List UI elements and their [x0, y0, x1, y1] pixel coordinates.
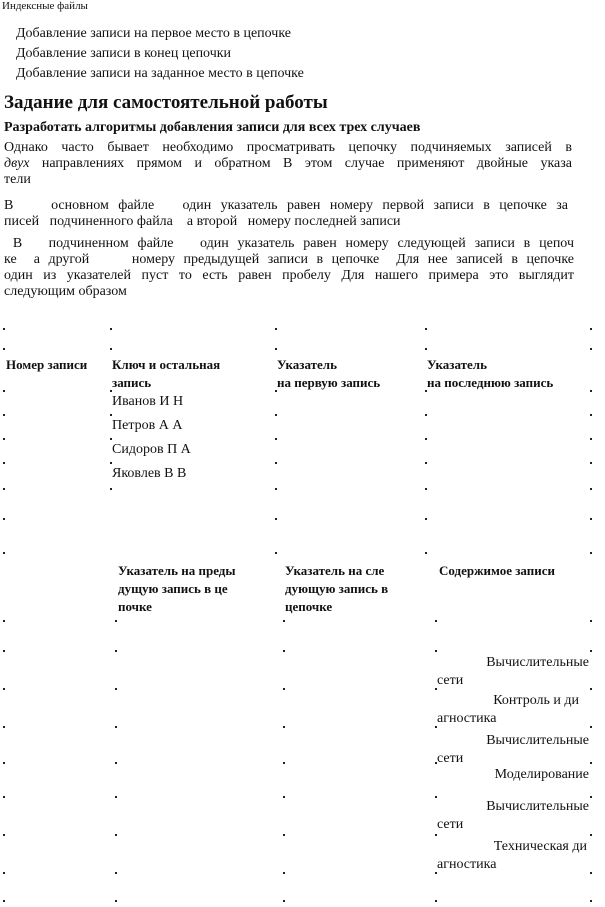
task-title: Разработать алгоритмы добавления записи для всех трех случаев: [4, 120, 421, 135]
table-cell-line: сети: [437, 817, 464, 832]
table-header-line: Указатель: [277, 357, 337, 372]
grid-dot: [425, 462, 427, 464]
paragraph-line: Однако часто бывает необходимо просматривать цепочку подчиняемых записей в: [4, 140, 572, 155]
grid-dot: [275, 328, 277, 330]
grid-dot: [425, 552, 427, 554]
grid-dot: [110, 348, 112, 350]
table-cell-line: агностика: [437, 711, 497, 726]
grid-dot: [3, 796, 5, 798]
italic-word: двух: [4, 156, 30, 171]
section-title: Задание для самостоятельной работы: [4, 92, 328, 113]
grid-dot: [115, 872, 117, 874]
grid-dot: [275, 438, 277, 440]
grid-dot: [435, 650, 437, 652]
grid-dot: [3, 650, 5, 652]
paragraph-line: В подчиненном файле один указатель равен номеру следующей записи в цепоч: [4, 236, 574, 251]
grid-dot: [110, 414, 112, 416]
list-item: Добавление записи в конец цепочки: [16, 46, 232, 61]
grid-dot: [425, 328, 427, 330]
table-cell: Сидоров П А: [112, 442, 191, 457]
grid-dot: [110, 462, 112, 464]
grid-dot: [115, 650, 117, 652]
grid-dot: [590, 726, 592, 728]
grid-dot: [115, 726, 117, 728]
grid-dot: [590, 762, 592, 764]
paragraph: [4, 140, 572, 188]
table-cell-line: Вычислительные: [486, 733, 589, 748]
grid-dot: [425, 414, 427, 416]
grid-dot: [435, 762, 437, 764]
paragraph-line: писей подчиненного файла а второй номеру последней записи: [4, 214, 401, 229]
table-header-first-pointer: [277, 356, 380, 392]
grid-dot: [283, 650, 285, 652]
grid-dot: [275, 462, 277, 464]
grid-dot: [590, 834, 592, 836]
grid-dot: [425, 390, 427, 392]
table-cell: [437, 838, 587, 874]
grid-dot: [3, 348, 5, 350]
table-header-line: дующую запись в: [285, 581, 389, 596]
grid-dot: [590, 796, 592, 798]
grid-dot: [115, 900, 117, 902]
grid-dot: [283, 762, 285, 764]
page-header: Индексные файлы: [2, 0, 88, 12]
table-header-content: Содержимое записи: [439, 563, 556, 578]
grid-dot: [3, 726, 5, 728]
grid-dot: [425, 518, 427, 520]
table-header-last-pointer: [427, 356, 553, 392]
grid-dot: [590, 348, 592, 350]
table-cell: Иванов И Н: [112, 394, 184, 409]
grid-dot: [435, 620, 437, 622]
table-cell: [437, 798, 589, 834]
grid-dot: [435, 872, 437, 874]
grid-dot: [275, 488, 277, 490]
grid-dot: [3, 834, 5, 836]
table-header-line: Указатель: [427, 357, 487, 372]
table-header-line: Указатель на сле: [285, 563, 385, 578]
table-cell: Петров А А: [112, 418, 183, 433]
grid-dot: [425, 438, 427, 440]
table-cell-line: сети: [437, 673, 464, 688]
table-cell-line: Вычислительные: [486, 799, 589, 814]
grid-dot: [3, 390, 5, 392]
paragraph-line: тели: [4, 172, 31, 187]
grid-dot: [283, 872, 285, 874]
grid-dot: [115, 834, 117, 836]
grid-dot: [435, 726, 437, 728]
grid-dot: [110, 488, 112, 490]
grid-dot: [115, 762, 117, 764]
list-item: Добавление записи на первое место в цепочке: [16, 26, 291, 41]
table-header-prev-pointer: [118, 562, 236, 616]
grid-dot: [590, 650, 592, 652]
table-header-line: на последнюю запись: [427, 375, 554, 390]
table-cell: [437, 692, 579, 728]
grid-dot: [275, 414, 277, 416]
grid-dot: [590, 390, 592, 392]
table-header-record-number: Номер записи: [6, 357, 88, 372]
table-cell-line: сети: [437, 751, 464, 766]
table-cell: [437, 732, 589, 768]
paragraph-line: ке а другой номеру предыдущей записи в цепочке Для нее записей в цепочке: [4, 252, 574, 267]
grid-dot: [590, 872, 592, 874]
grid-dot: [3, 328, 5, 330]
grid-dot: [425, 348, 427, 350]
grid-dot: [283, 620, 285, 622]
table-cell: Яковлев В В: [112, 466, 187, 481]
table-header-line: цепочке: [285, 599, 333, 614]
grid-dot: [3, 462, 5, 464]
grid-dot: [3, 414, 5, 416]
grid-dot: [115, 620, 117, 622]
grid-dot: [115, 688, 117, 690]
grid-dot: [3, 620, 5, 622]
table-header-key: [112, 356, 220, 392]
grid-dot: [590, 518, 592, 520]
grid-dot: [275, 518, 277, 520]
table-cell: [437, 766, 589, 784]
paragraph-line: В основном файле один указатель равен номеру первой записи в цепочке за: [4, 198, 568, 213]
grid-dot: [275, 390, 277, 392]
grid-dot: [590, 438, 592, 440]
table-header-next-pointer: [285, 562, 388, 616]
grid-dot: [435, 900, 437, 902]
grid-dot: [3, 762, 5, 764]
grid-dot: [115, 796, 117, 798]
grid-dot: [283, 688, 285, 690]
grid-dot: [590, 328, 592, 330]
grid-dot: [275, 552, 277, 554]
table-cell-line: Техническая ди: [493, 839, 587, 854]
grid-dot: [283, 726, 285, 728]
paragraph-line-rest: направлениях прямом и обратном В этом случае применяют двойные указа: [41, 156, 573, 171]
table-cell-line: Контроль и ди: [493, 693, 579, 708]
paragraph: [4, 236, 574, 300]
grid-dot: [3, 872, 5, 874]
grid-dot: [283, 900, 285, 902]
grid-dot: [435, 796, 437, 798]
table-cell: [437, 654, 589, 690]
grid-dot: [590, 552, 592, 554]
grid-dot: [283, 834, 285, 836]
grid-dot: [590, 900, 592, 902]
grid-dot: [3, 688, 5, 690]
table-header-line: Ключ и остальная: [112, 357, 221, 372]
grid-dot: [590, 688, 592, 690]
grid-dot: [110, 328, 112, 330]
list-item: Добавление записи на заданное место в цепочке: [16, 66, 304, 81]
grid-dot: [3, 488, 5, 490]
grid-dot: [435, 688, 437, 690]
grid-dot: [3, 438, 5, 440]
paragraph-line: [4, 156, 572, 172]
paragraph-line: один из указателей пуст то есть равен пробелу Для нашего примера это выглядит: [4, 268, 574, 283]
table-cell-line: Моделирование: [494, 767, 589, 782]
grid-dot: [3, 900, 5, 902]
table-header-line: почке: [118, 599, 152, 614]
grid-dot: [590, 488, 592, 490]
paragraph-line: следующим образом: [4, 284, 127, 299]
paragraph: [4, 198, 568, 230]
grid-dot: [283, 796, 285, 798]
grid-dot: [110, 438, 112, 440]
grid-dot: [590, 620, 592, 622]
table-cell-line: Вычислительные: [486, 655, 589, 670]
grid-dot: [435, 834, 437, 836]
grid-dot: [3, 552, 5, 554]
grid-dot: [110, 390, 112, 392]
grid-dot: [590, 462, 592, 464]
grid-dot: [425, 488, 427, 490]
grid-dot: [590, 414, 592, 416]
grid-dot: [3, 518, 5, 520]
table-header-line: запись: [112, 375, 152, 390]
table-header-line: Указатель на преды: [118, 563, 236, 578]
table-cell-line: агностика: [437, 857, 497, 872]
grid-dot: [275, 348, 277, 350]
table-header-line: дущую запись в це: [118, 581, 228, 596]
table-header-line: на первую запись: [277, 375, 381, 390]
